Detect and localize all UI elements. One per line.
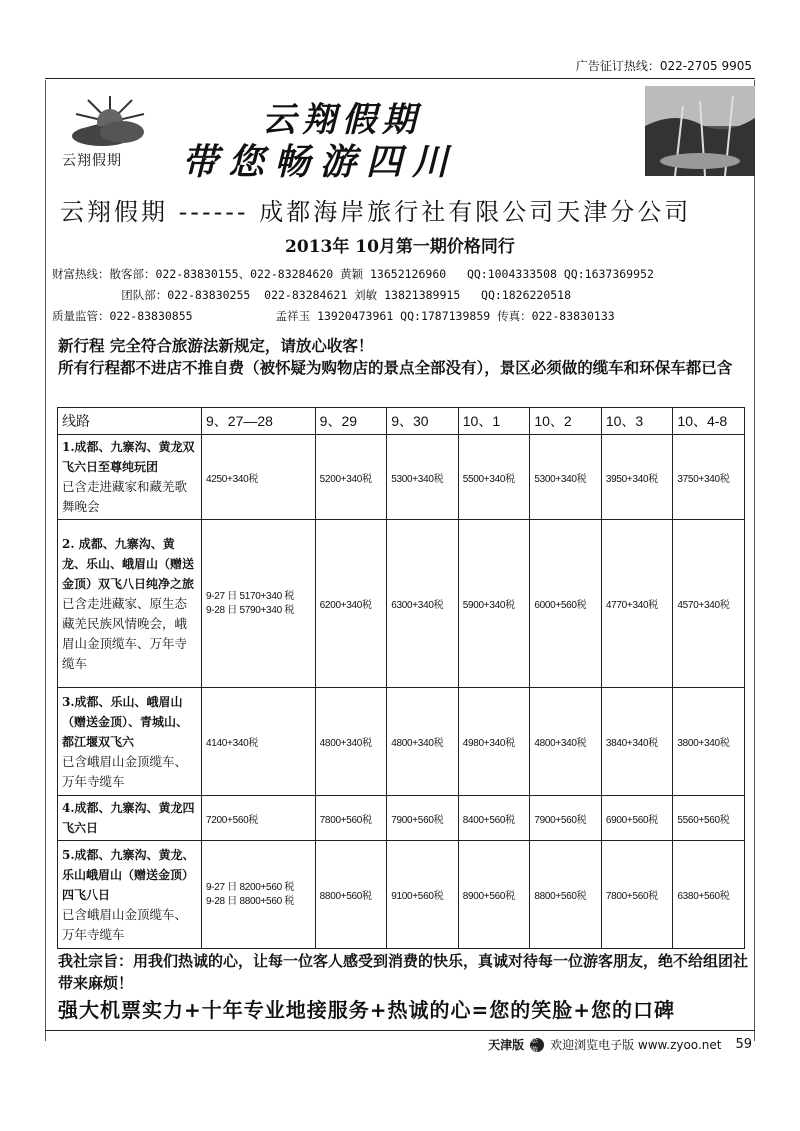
route-title: 2. 成都、九寨沟、黄龙、乐山、峨眉山（赠送金顶）双飞八日纯净之旅 (62, 536, 195, 591)
banner-title: 云翔假期 (262, 100, 422, 140)
price-cell: 4800+340税 (387, 688, 459, 796)
price-cell: 7900+560税 (530, 796, 602, 841)
column-header: 10、1 (458, 408, 530, 435)
price-cell: 4570+340税 (673, 520, 745, 688)
price-cell: 8400+560税 (458, 796, 530, 841)
price-cell: 8900+560税 (458, 841, 530, 949)
price-cell: 4140+340税 (202, 688, 316, 796)
issue-title: 2013年 10月第一期价格同行 (285, 237, 515, 257)
price-cell: 5900+340税 (458, 520, 530, 688)
price-cell: 5300+340税 (530, 435, 602, 520)
column-header: 9、29 (315, 408, 387, 435)
price-cell: 8800+560税 (315, 841, 387, 949)
price-cell: 8800+560税 (530, 841, 602, 949)
route-title: 3.成都、乐山、峨眉山（赠送金顶）、青城山、都江堰双飞六 (62, 694, 189, 749)
slogan: 强大机票实力+十年专业地接服务+热诚的心=您的笑脸+您的口碑 (58, 998, 676, 1022)
banner-subtitle: 带您畅游四川 (182, 141, 459, 183)
route-note: 已含峨眉山金顶缆车、万年寺缆车 (62, 754, 188, 789)
price-table (57, 407, 745, 949)
price-cell: 4770+340税 (601, 520, 673, 688)
sun-cloud-logo-icon (60, 92, 160, 152)
contact-block (52, 264, 654, 327)
header-rule (45, 78, 755, 79)
price-cell: 6000+560税 (530, 520, 602, 688)
price-cell: 7200+560税 (202, 796, 316, 841)
route-title: 4.成都、九寨沟、黄龙四飞六日 (62, 801, 195, 835)
price-cell: 6300+340税 (387, 520, 459, 688)
column-header: 10、4-8 (673, 408, 745, 435)
price-cell: 5560+560税 (673, 796, 745, 841)
route-cell (58, 520, 202, 688)
contact-line: 质量监管：022-83830855 孟祥玉 13920473961 QQ:1787139859 传真：022-83830133 (52, 309, 615, 323)
table-row (58, 435, 745, 520)
route-cell (58, 796, 202, 841)
route-note: 已含峨眉山金顶缆车、万年寺缆车 (62, 907, 188, 942)
price-cell: 3950+340税 (601, 435, 673, 520)
price-cell: 3840+340税 (601, 688, 673, 796)
column-header: 10、2 (530, 408, 602, 435)
price-cell: 4980+340税 (458, 688, 530, 796)
price-cell: 6200+340税 (315, 520, 387, 688)
price-cell: 6380+560税 (673, 841, 745, 949)
price-cell: 5200+340税 (315, 435, 387, 520)
route-title: 1.成都、九寨沟、黄龙双飞六日至尊纯玩团 (62, 440, 195, 474)
company-creed: 我社宗旨：用我们热诚的心，让每一位客人感受到消费的快乐，真诚对待每一位游客朋友，绝不给组团社带来麻烦！ (58, 952, 749, 992)
route-cell (58, 841, 202, 949)
table-row (58, 841, 745, 949)
notice-new-route: 新行程 完全符合旅游法新规定，请放心收客！ (58, 337, 374, 355)
footer-text: 欢迎浏览电子版 www.zyoo.net (550, 1038, 722, 1052)
brand-badge-icon: 悠游 (530, 1038, 544, 1052)
column-header: 10、3 (601, 408, 673, 435)
price-cell: 5500+340税 (458, 435, 530, 520)
notice-no-shopping: 所有行程都不进店不推自费（被怀疑为购物店的景点全部没有），景区必须做的缆车和环保车都已含 (58, 359, 733, 377)
page-number: 59 (735, 1037, 752, 1052)
route-cell (58, 688, 202, 796)
route-title: 5.成都、九寨沟、黄龙、乐山峨眉山（赠送金顶）四飞八日 (62, 847, 195, 902)
price-cell: 7800+560税 (315, 796, 387, 841)
price-cell: 9-27 日 8200+560 税 9-28 日 8800+560 税 (202, 841, 316, 949)
column-header: 线路 (58, 408, 202, 435)
price-cell: 4800+340税 (315, 688, 387, 796)
ad-hotline: 广告征订热线：022-2705 9905 (575, 59, 752, 73)
price-cell: 7800+560税 (601, 841, 673, 949)
company-name: 云翔假期 ------ 成都海岸旅行社有限公司天津分公司 (60, 198, 692, 226)
edition-label: 天津版 (488, 1038, 525, 1052)
column-header: 9、30 (387, 408, 459, 435)
price-cell: 7900+560税 (387, 796, 459, 841)
footer-rule (45, 1030, 755, 1031)
table-row (58, 688, 745, 796)
price-cell: 4250+340税 (202, 435, 316, 520)
contact-line: 团队部：022-83830255 022-83284621 刘敏 13821389915 QQ:1826220518 (52, 288, 572, 302)
scenery-photo (645, 86, 755, 176)
table-row (58, 520, 745, 688)
column-header: 9、27—28 (202, 408, 316, 435)
route-note: 已含走进藏家和藏羌歌舞晚会 (62, 480, 188, 514)
page-footer (488, 1036, 752, 1053)
price-cell: 9100+560税 (387, 841, 459, 949)
route-cell (58, 435, 202, 520)
table-header-row (58, 408, 745, 435)
price-cell: 6900+560税 (601, 796, 673, 841)
route-note: 已含走进藏家、原生态藏羌民族风情晚会，峨眉山金顶缆车、万年寺缆车 (62, 596, 188, 671)
price-cell: 4800+340税 (530, 688, 602, 796)
table-row (58, 796, 745, 841)
logo-text: 云翔假期 (62, 153, 122, 169)
contact-line: 财富热线：散客部：022-83830155、022-83284620 黄颖 13652126960 QQ:1004333508 QQ:1637369952 (52, 267, 654, 281)
price-cell: 9-27 日 5170+340 税 9-28 日 5790+340 税 (202, 520, 316, 688)
price-cell: 3800+340税 (673, 688, 745, 796)
price-cell: 3750+340税 (673, 435, 745, 520)
price-cell: 5300+340税 (387, 435, 459, 520)
